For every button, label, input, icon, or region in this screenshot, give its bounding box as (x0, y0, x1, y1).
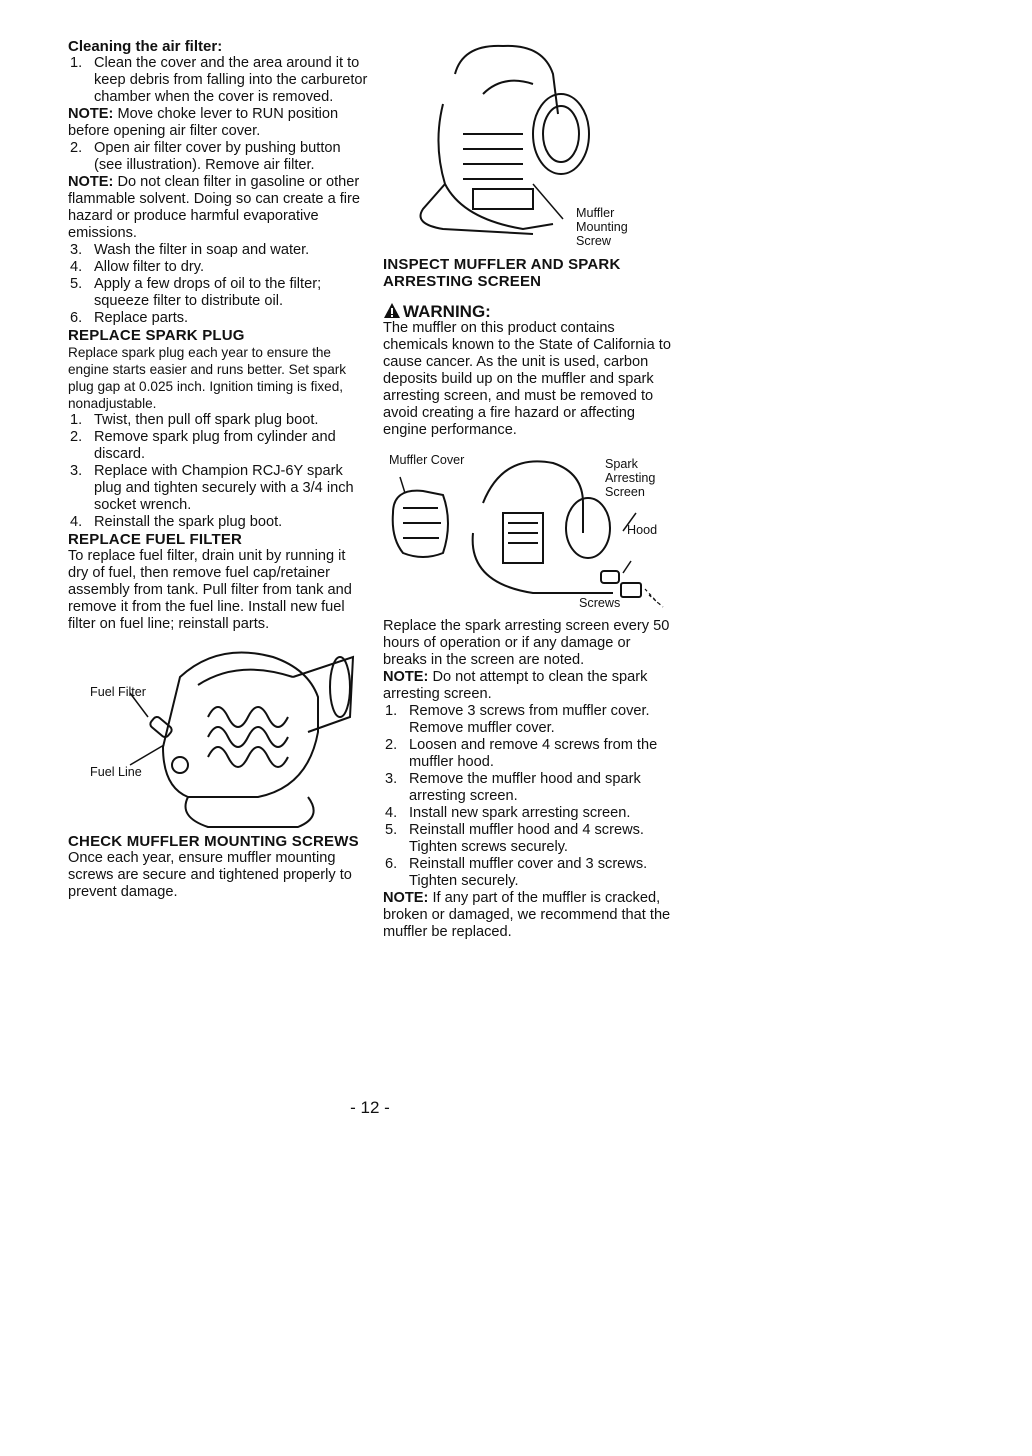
right-column (383, 34, 673, 941)
screen-steps (383, 703, 673, 890)
list-item (68, 55, 368, 106)
screws-label: Screws (579, 596, 621, 610)
list-item (383, 737, 673, 771)
air-filter-heading: Cleaning the air filter: (68, 38, 223, 55)
step-number: 2. (385, 737, 398, 753)
list-item (68, 514, 368, 531)
page-number: - 12 - (350, 1098, 390, 1117)
list-item (383, 822, 673, 856)
list-item (68, 412, 368, 429)
list-item (68, 276, 368, 310)
step-number: 3. (70, 463, 83, 479)
list-item (68, 140, 368, 174)
warning-label: WARNING: (403, 302, 491, 321)
fuel-filter-label: Fuel Filter (90, 685, 146, 699)
fuel-line-label: Fuel Line (90, 765, 142, 779)
step-text: Remove the muffler hood and spark arresting screen. (409, 771, 641, 804)
step-text: Reinstall the spark plug boot. (94, 514, 283, 530)
note-choke: NOTE: Move choke lever to RUN position before opening air filter cover. (68, 106, 339, 139)
step-text: Install new spark arresting screen. (409, 805, 631, 821)
inspect-muffler-heading: INSPECT MUFFLER AND SPARK ARRESTING SCREEN (383, 256, 621, 290)
step-number: 4. (70, 514, 83, 530)
step-number: 3. (385, 771, 398, 787)
list-item (383, 856, 673, 890)
step-number: 1. (70, 55, 83, 71)
list-item (68, 463, 368, 514)
step-text: Replace parts. (94, 310, 189, 326)
muffler-screw-label: Muffler Mounting Screw (576, 206, 628, 248)
warning-block (383, 300, 673, 320)
step-number: 1. (385, 703, 398, 719)
step-number: 4. (385, 805, 398, 821)
step-text: Clean the cover and the area around it to keep debris from falling into the carburetor chamber when the cover is removed. (94, 55, 368, 105)
blower-fuel-illustration (68, 637, 368, 835)
list-item (68, 259, 368, 276)
fuel-filter-heading: REPLACE FUEL FILTER (68, 531, 243, 548)
step-number: 3. (70, 242, 83, 258)
list-item (383, 703, 673, 737)
step-number: 2. (70, 140, 83, 156)
step-number: 6. (70, 310, 83, 326)
list-item (68, 310, 368, 327)
step-number: 6. (385, 856, 398, 872)
step-text: Replace with Champion RCJ-6Y spark plug and tighten securely with a 3/4 inch socket wrench. (94, 463, 354, 513)
air-filter-steps-c (68, 242, 368, 327)
replace-screen-text: Replace the spark arresting screen every 50 hours of operation or if any damage or breaks in the screen are noted. (383, 618, 670, 668)
fuel-filter-text: To replace fuel filter, drain unit by running it dry of fuel, then remove fuel cap/retainer assembly from tank. Pull filter from tank and remove it from the fuel line. Install new fuel filter on fuel line; reinstall parts. (68, 548, 352, 632)
spark-plug-text: Replace spark plug each year to ensure the engine starts easier and runs better. Set spark plug gap at 0.025 inch. Ignition timing is fixed, nonadjustable. (68, 345, 347, 411)
muffler-screws-text: Once each year, ensure muffler mounting screws are secure and tightened properly to prevent damage. (68, 850, 352, 900)
step-text: Open air filter cover by pushing button (see illustration). Remove air filter. (94, 140, 341, 173)
left-column (68, 38, 368, 901)
step-text: Remove spark plug from cylinder and discard. (94, 429, 336, 462)
muffler-screws-heading: CHECK MUFFLER MOUNTING SCREWS (68, 833, 359, 850)
list-item (68, 429, 368, 463)
step-text: Allow filter to dry. (94, 259, 205, 275)
air-filter-steps-b (68, 140, 368, 174)
note-clean-screen: NOTE: Do not attempt to clean the spark arresting screen. (383, 669, 648, 702)
step-number: 1. (70, 412, 83, 428)
step-text: Twist, then pull off spark plug boot. (94, 412, 319, 428)
step-text: Loosen and remove 4 screws from the muffler hood. (409, 737, 658, 770)
note-muffler-replace: NOTE: If any part of the muffler is cracked, broken or damaged, we recommend that the muffler be replaced. (383, 890, 671, 940)
list-item (383, 805, 673, 822)
step-text: Reinstall muffler hood and 4 screws. Tighten screws securely. (409, 822, 644, 855)
step-text: Reinstall muffler cover and 3 screws. Tighten securely. (409, 856, 648, 889)
spark-screen-label: Spark Arresting Screen (605, 457, 656, 499)
air-filter-steps-a (68, 55, 368, 106)
list-item (68, 242, 368, 259)
hood-label: Hood (627, 523, 658, 537)
fuel-filter-figure (68, 637, 368, 835)
muffler-mounting-figure (383, 34, 673, 256)
step-text: Remove 3 screws from muffler cover. Remove muffler cover. (409, 703, 650, 736)
step-number: 2. (70, 429, 83, 445)
spark-plug-heading: REPLACE SPARK PLUG (68, 327, 245, 344)
step-text: Wash the filter in soap and water. (94, 242, 310, 258)
spark-screen-figure (383, 443, 673, 618)
warning-text: The muffler on this product contains chemicals known to the State of California to cause cancer. As the unit is used, carbon deposits build up on the muffler and spark arresting screen, and must be removed to avoid creating a fire hazard or affecting engine performance. (383, 320, 671, 438)
step-number: 5. (385, 822, 398, 838)
spark-plug-steps (68, 412, 368, 531)
step-number: 4. (70, 259, 83, 275)
list-item (383, 771, 673, 805)
muffler-cover-label: Muffler Cover (389, 453, 465, 467)
note-solvent: NOTE: Do not clean filter in gasoline or other flammable solvent. Doing so can create a fire hazard or produce harmful evaporative emissions. (68, 174, 361, 241)
step-number: 5. (70, 276, 83, 292)
step-text: Apply a few drops of oil to the filter; squeeze filter to distribute oil. (94, 276, 322, 309)
warning-triangle-icon (383, 302, 401, 319)
